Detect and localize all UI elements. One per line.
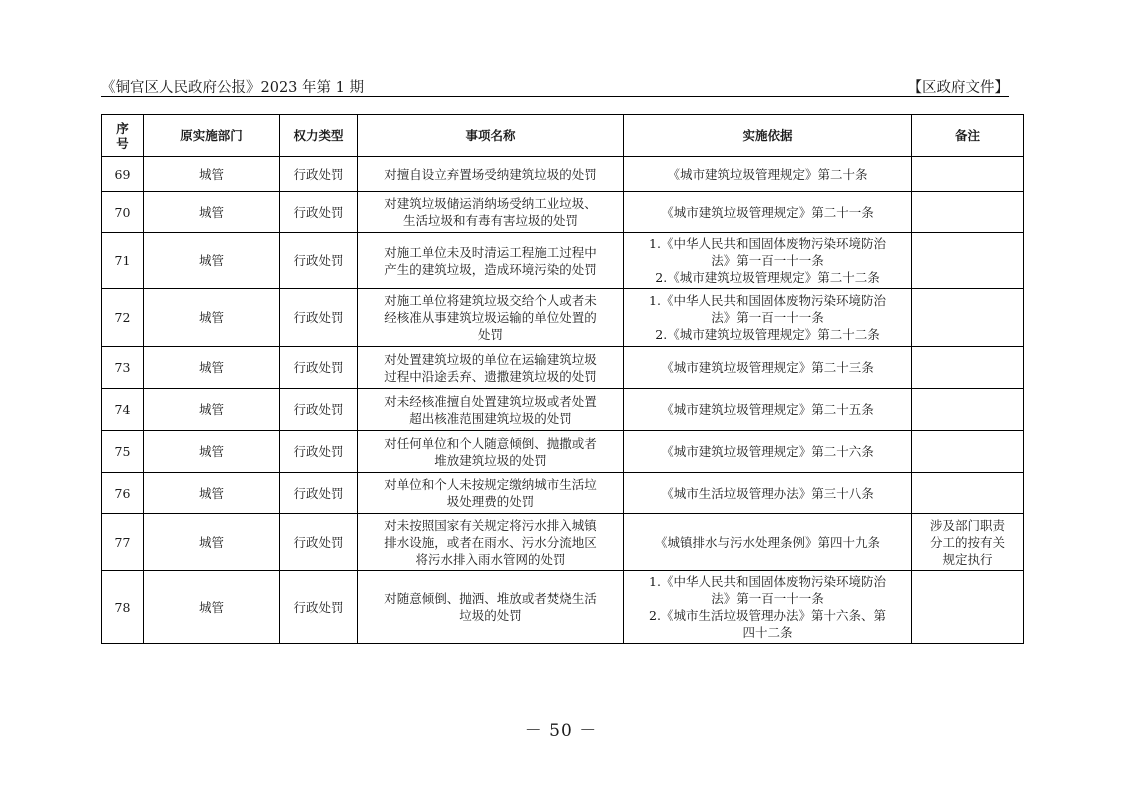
matter-cell-line: 对单位和个人未按规定缴纳城市生活垃	[384, 477, 597, 492]
power-type-cell: 行政处罚	[280, 514, 358, 571]
matter-cell	[358, 233, 624, 289]
basis-cell	[624, 347, 912, 389]
note-cell	[912, 233, 1024, 289]
row-number: 74	[102, 389, 144, 431]
table-header-row	[102, 115, 1024, 157]
matter-cell-line: 对建筑垃圾储运消纳场受纳工业垃圾、	[384, 196, 597, 211]
matter-cell-line: 过程中沿途丢弃、遗撒建筑垃圾的处罚	[384, 368, 597, 384]
matter-cell	[358, 514, 624, 571]
basis-cell-line: 2.《城市建筑垃圾管理规定》第二十二条	[655, 270, 880, 285]
table-row	[102, 192, 1024, 233]
section-label: 【区政府文件】	[907, 80, 1009, 96]
matter-cell	[358, 571, 624, 644]
col-header-type: 权力类型	[280, 115, 358, 157]
col-header-basis: 实施依据	[624, 115, 912, 157]
matter-cell-line: 对擅自设立弃置场受纳建筑垃圾的处罚	[384, 166, 597, 182]
basis-cell-line: 《城市建筑垃圾管理规定》第二十三条	[661, 360, 874, 375]
note-cell	[912, 157, 1024, 192]
basis-cell-line: 《城镇排水与污水处理条例》第四十九条	[654, 534, 880, 550]
col-header-no	[102, 115, 144, 157]
matter-cell-line: 对施工单位将建筑垃圾交给个人或者未	[384, 293, 597, 308]
matter-cell-line: 排水设施，或者在雨水、污水分流地区	[384, 534, 597, 550]
matter-cell	[358, 389, 624, 431]
dept-cell: 城管	[144, 192, 280, 233]
row-number: 76	[102, 473, 144, 514]
dept-cell: 城管	[144, 289, 280, 347]
row-number: 71	[102, 233, 144, 289]
basis-cell-line: 法》第一百一十一条	[711, 591, 824, 606]
row-number: 78	[102, 571, 144, 644]
power-type-cell: 行政处罚	[280, 192, 358, 233]
page-header	[101, 76, 1009, 97]
power-type-cell: 行政处罚	[280, 571, 358, 644]
dept-cell: 城管	[144, 347, 280, 389]
note-cell-line: 涉及部门职责	[929, 517, 1005, 533]
basis-cell-line: 1.《中华人民共和国固体废物污染环境防治	[649, 574, 886, 589]
power-type-cell: 行政处罚	[280, 157, 358, 192]
dept-cell: 城管	[144, 514, 280, 571]
col-header-note: 备注	[912, 115, 1024, 157]
note-cell	[912, 192, 1024, 233]
power-list-table	[101, 114, 1024, 644]
dept-cell: 城管	[144, 233, 280, 289]
row-number: 69	[102, 157, 144, 192]
col-header-no-char: 号	[116, 135, 129, 151]
note-cell	[912, 289, 1024, 347]
basis-cell	[624, 289, 912, 347]
table-row	[102, 157, 1024, 192]
matter-cell-line: 对处置建筑垃圾的单位在运输建筑垃圾	[384, 351, 597, 367]
note-cell	[912, 571, 1024, 644]
note-cell	[912, 514, 1024, 571]
basis-cell-line: 1.《中华人民共和国固体废物污染环境防治	[649, 293, 886, 308]
matter-cell-line: 产生的建筑垃圾，造成环境污染的处罚	[384, 261, 597, 277]
matter-cell-line: 圾处理费的处罚	[446, 494, 535, 509]
basis-cell-line: 《城市建筑垃圾管理规定》第二十条	[667, 166, 868, 182]
table-row	[102, 389, 1024, 431]
matter-cell-line: 生活垃圾和有毒有害垃圾的处罚	[402, 213, 578, 228]
matter-cell-line: 将污水排入雨水管网的处罚	[415, 551, 566, 567]
basis-cell	[624, 389, 912, 431]
basis-cell	[624, 473, 912, 514]
note-cell	[912, 431, 1024, 473]
matter-cell	[358, 473, 624, 514]
row-number: 77	[102, 514, 144, 571]
power-type-cell: 行政处罚	[280, 289, 358, 347]
note-cell-line: 规定执行	[942, 551, 993, 567]
row-number: 70	[102, 192, 144, 233]
matter-cell-line: 垃圾的处罚	[459, 608, 522, 623]
matter-cell-line: 堆放建筑垃圾的处罚	[434, 452, 547, 468]
basis-cell	[624, 431, 912, 473]
basis-cell	[624, 514, 912, 571]
dept-cell: 城管	[144, 157, 280, 192]
page-number: － 50 －	[524, 721, 598, 741]
power-type-cell: 行政处罚	[280, 389, 358, 431]
gazette-title: 《铜官区人民政府公报》2023 年第 1 期	[101, 80, 364, 96]
matter-cell	[358, 192, 624, 233]
power-type-cell: 行政处罚	[280, 473, 358, 514]
basis-cell	[624, 233, 912, 289]
basis-cell	[624, 192, 912, 233]
row-number: 72	[102, 289, 144, 347]
matter-cell-line: 超出核准范围建筑垃圾的处罚	[409, 410, 572, 426]
note-cell	[912, 473, 1024, 514]
note-cell	[912, 389, 1024, 431]
table-row	[102, 571, 1024, 644]
col-header-matter: 事项名称	[358, 115, 624, 157]
matter-cell-line: 经核准从事建筑垃圾运输的单位处置的	[384, 310, 597, 325]
dept-cell: 城管	[144, 473, 280, 514]
matter-cell	[358, 347, 624, 389]
table-row	[102, 514, 1024, 571]
matter-cell-line: 对任何单位和个人随意倾倒、抛撒或者	[384, 435, 597, 451]
row-number: 73	[102, 347, 144, 389]
dept-cell: 城管	[144, 571, 280, 644]
matter-cell-line: 对未经核准擅自处置建筑垃圾或者处置	[384, 393, 597, 409]
note-cell-line: 分工的按有关	[929, 534, 1005, 550]
basis-cell-line: 2.《城市生活垃圾管理办法》第十六条、第	[649, 608, 886, 623]
matter-cell-line: 对未按照国家有关规定将污水排入城镇	[384, 517, 597, 533]
matter-cell-line: 对施工单位未及时清运工程施工过程中	[384, 244, 597, 260]
basis-cell-line: 法》第一百一十一条	[711, 253, 824, 268]
basis-cell-line: 《城市建筑垃圾管理规定》第二十六条	[661, 444, 874, 459]
row-number: 75	[102, 431, 144, 473]
table-row	[102, 233, 1024, 289]
basis-cell-line: 2.《城市建筑垃圾管理规定》第二十二条	[655, 327, 880, 342]
table-row	[102, 347, 1024, 389]
matter-cell	[358, 431, 624, 473]
matter-cell-line: 对随意倾倒、抛洒、堆放或者焚烧生活	[384, 591, 597, 606]
matter-cell	[358, 289, 624, 347]
dept-cell: 城管	[144, 431, 280, 473]
matter-cell	[358, 157, 624, 192]
basis-cell-line: 1.《中华人民共和国固体废物污染环境防治	[649, 236, 886, 251]
basis-cell-line: 法》第一百一十一条	[711, 310, 824, 325]
table-row	[102, 473, 1024, 514]
col-header-dept: 原实施部门	[144, 115, 280, 157]
basis-cell	[624, 571, 912, 644]
basis-cell-line: 《城市生活垃圾管理办法》第三十八条	[661, 485, 874, 501]
basis-cell-line: 《城市建筑垃圾管理规定》第二十一条	[661, 204, 874, 220]
matter-cell-line: 处罚	[477, 327, 503, 342]
dept-cell: 城管	[144, 389, 280, 431]
basis-cell-line: 四十二条	[742, 625, 793, 640]
basis-cell	[624, 157, 912, 192]
power-type-cell: 行政处罚	[280, 347, 358, 389]
table-row	[102, 289, 1024, 347]
basis-cell-line: 《城市建筑垃圾管理规定》第二十五条	[661, 402, 874, 417]
table-row	[102, 431, 1024, 473]
power-type-cell: 行政处罚	[280, 233, 358, 289]
col-header-no-char: 序	[116, 120, 129, 136]
note-cell	[912, 347, 1024, 389]
power-type-cell: 行政处罚	[280, 431, 358, 473]
